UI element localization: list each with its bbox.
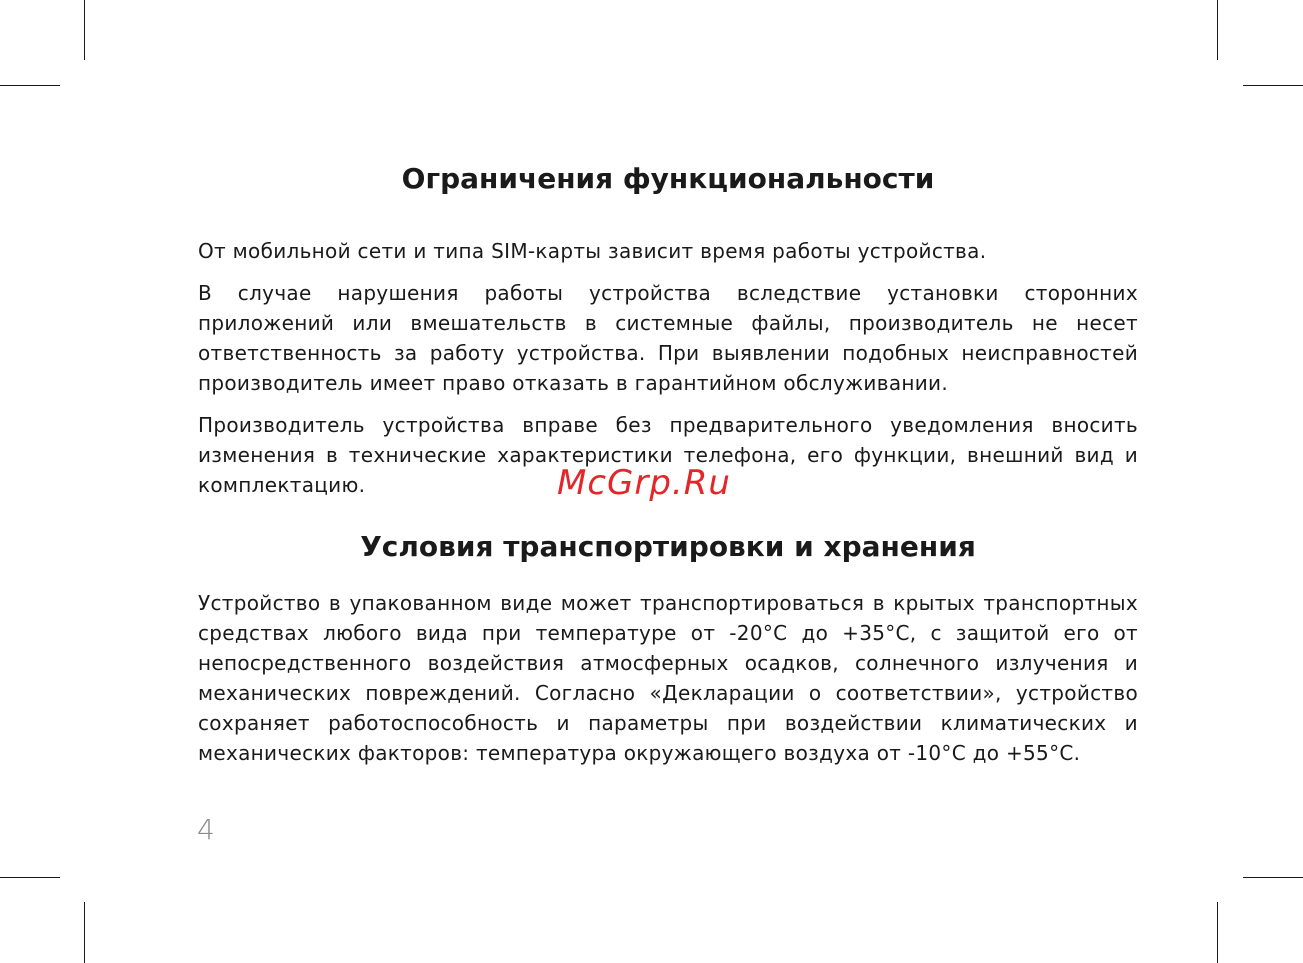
crop-mark-bottom-right-horizontal <box>1243 877 1303 878</box>
section-title-transport-storage: Условия транспортировки и хранения <box>360 530 976 563</box>
page-number: 4 <box>197 813 215 846</box>
watermark-logo: McGrp.Ru <box>557 463 731 503</box>
paragraph-third-party-apps: В случае нарушения работы устройства вследствие установки сторонних приложений или вмешательств в системные файлы, производитель не несет ответственность за работу устройства. При выявлении подобных неисправностей производитель имеет право отказать в гарантийном обслуживании. <box>198 281 1138 395</box>
paragraph-sim-battery: От мобильной сети и типа SIM-карты зависит время работы устройства. <box>198 239 987 263</box>
paragraph-transport-conditions: Устройство в упакованном виде может транспортироваться в крытых транспортных средствах любого вида при температуре от -20°С до +35°С, с защитой его от непосредственного воздействия атмосферных осадков, солнечного излучения и механических повреждений. Согласно «Декларации о соответствии», устройство сохраняет работоспособность и параметры при воздействии климатических и механических факторов: температура окружающего воздуха от -10°С до +55°С. <box>198 591 1138 765</box>
crop-mark-bottom-left-horizontal <box>0 877 60 878</box>
crop-mark-top-left-horizontal <box>0 85 60 86</box>
crop-mark-top-left-vertical <box>84 0 85 60</box>
paragraph-manufacturer-changes: Производитель устройства вправе без предварительного уведомления вносить изменения в технические характеристики телефона, его функции, внешний вид и комплектацию. <box>198 413 1138 497</box>
crop-mark-top-right-vertical <box>1217 0 1218 60</box>
crop-mark-bottom-left-vertical <box>84 902 85 963</box>
crop-mark-bottom-right-vertical <box>1217 902 1218 963</box>
section-title-limitations: Ограничения функциональности <box>401 162 935 195</box>
crop-mark-top-right-horizontal <box>1243 85 1303 86</box>
